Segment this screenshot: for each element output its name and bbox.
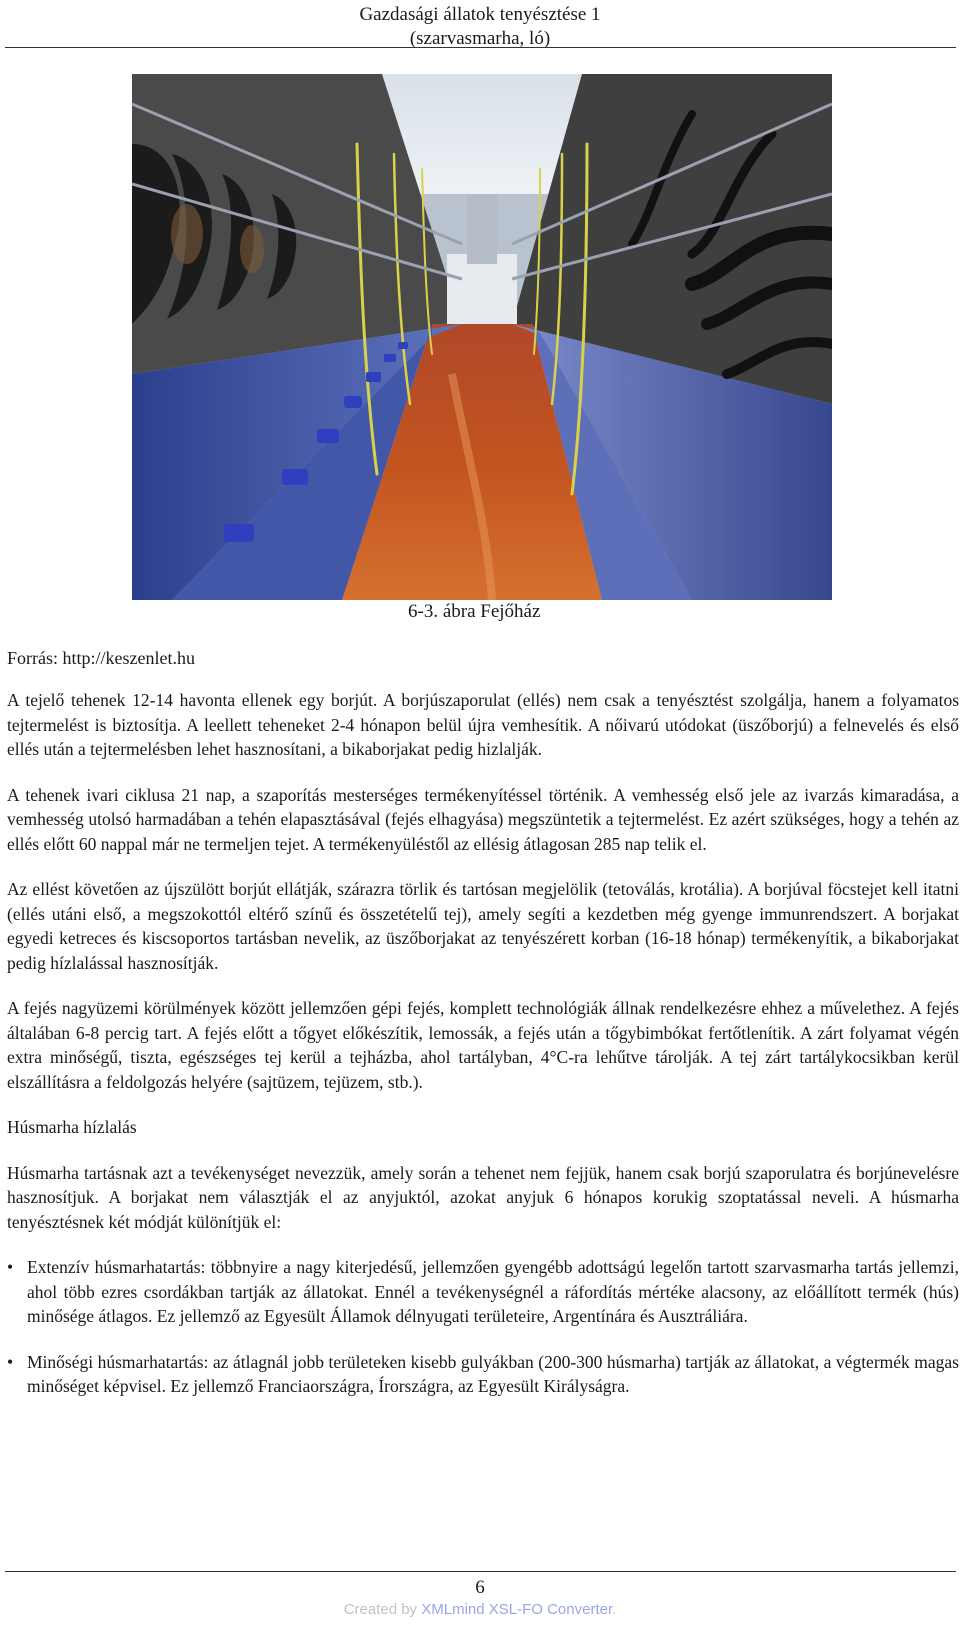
document-body [7, 688, 959, 1420]
credit-prefix: Created by [343, 1601, 422, 1618]
body-paragraph: A tehenek ivari ciklusa 21 nap, a szaporítás mesterséges termékenyítéssel történik. A vemhesség első jele az ivarzás kimaradása, a vemhesség utolsó harmadában a tehén elapasztásával (fejés elhagyása) megszüntetik a tejtermelést. Ez azért szükséges, hogy a tehén az ellés előtt 60 nappal már ne termeljen tejet. A termékenyüléstől az ellésig átlagosan 285 nap telik el. [7, 784, 959, 854]
header-title-line2: (szarvasmarha, ló) [409, 28, 551, 49]
milking-parlor-illustration [132, 74, 832, 600]
list-item [7, 1350, 959, 1399]
section-subheading: Húsmarha hízlalás [7, 1117, 137, 1137]
header-title-line1: Gazdasági állatok tenyésztése 1 [359, 4, 601, 25]
credit-brand-link[interactable]: XMLmind XSL-FO Converter [421, 1601, 613, 1618]
list-item [7, 1255, 959, 1329]
body-paragraph: Húsmarha tartásnak azt a tevékenységet nevezzük, amely során a tehenet nem fejjük, hanem csak borjú szaporulatra és borjúnevelésre hasznosítjuk. A borjakat nem választják el az anyjuktól, azokat anyjuk 6 hónapos korukig szoptatással neveli. A húsmarha tenyésztésnek két módját különítjük el: [7, 1162, 959, 1232]
footer-divider [5, 1571, 956, 1572]
milking-parlor-photo [132, 74, 832, 600]
page-number: 6 [475, 1577, 485, 1598]
bullet-list [7, 1255, 959, 1399]
list-item-text: Extenzív húsmarhatartás: többnyire a nagy kiterjedésű, jellemzően gyengébb adottságú legelőn tartott szarvasmarha tartás jellemzi, ahol több ezres csordákban tartják az állatokat. Ennél a tevékenységnél a ráfordítás mértéke alacsony, az előállított termék (hús) minősége átlagos. Ez jellemző az Egyesült Államok délnyugati területeire, Argentínára és Ausztráliára. [27, 1257, 959, 1326]
converter-credit [0, 1600, 960, 1620]
figure-source: Forrás: http://keszenlet.hu [7, 648, 195, 668]
page-header [0, 0, 960, 51]
figure-caption: 6-3. ábra Fejőház [408, 601, 541, 622]
body-paragraph: A fejés nagyüzemi körülmények között jellemzően gépi fejés, komplett technológiák állnak rendelkezésre ehhez a művelethez. A fejés általában 6-8 percig tart. A fejés előtt a tőgyet előkészítik, lemossák, a fejés után a tőgybimbókat fertőtlenítik. A zárt folyamat végén extra minőségű, tiszta, egészséges tej kerül a tejházba, ahol tartályban, 4°C-ra lehűtve tárolják. A tej zárt tartálykocsikban kerül elszállításra a feldolgozás helyére (sajtüzem, tejüzem, stb.). [7, 998, 959, 1092]
list-item-text: Minőségi húsmarhatartás: az átlagnál jobb területeken kisebb gulyákban (200-300 húsmarha) tartják az állatokat, a végtermék magas minőséget képvisel. Ez jellemző Franciaországra, Írországra, az Egyesült Királyságra. [27, 1351, 959, 1396]
header-divider [5, 47, 956, 48]
bullet-icon: • [7, 1351, 14, 1372]
credit-suffix: . [612, 1601, 617, 1618]
body-paragraph: Az ellést követően az újszülött borjút ellátják, szárazra törlik és tartósan megjelölik (tetoválás, krotália). A borjúval föcstejet kell itatni (ellés utáni első, a megszokottól eltérő színű és összetételű tej), amely segíti a kezdetben még gyenge immunrendszert. A borjakat egyedi ketreces és kiscsoportos tartásban nevelik, az üszőborjakat az tenyészérett korban (16-18 hónap) termékenyítik, a bikaborjakat pedig hízlalással hasznosítják. [7, 879, 959, 973]
bullet-icon: • [7, 1257, 14, 1277]
body-paragraph: A tejelő tehenek 12-14 havonta ellenek egy borjút. A borjúszaporulat (ellés) nem csak a tenyésztést szolgálja, hanem a folyamatos tejtermelést is biztosítja. A leellett teheneket 2-4 hónapon belül újra vemhesítik. A nőivarú utódokat (üszőborjú) a felnevelés és első ellés után a tejtermelésben lehet hasznosítani, a bikaborjakat pedig hizlalják. [7, 690, 959, 759]
